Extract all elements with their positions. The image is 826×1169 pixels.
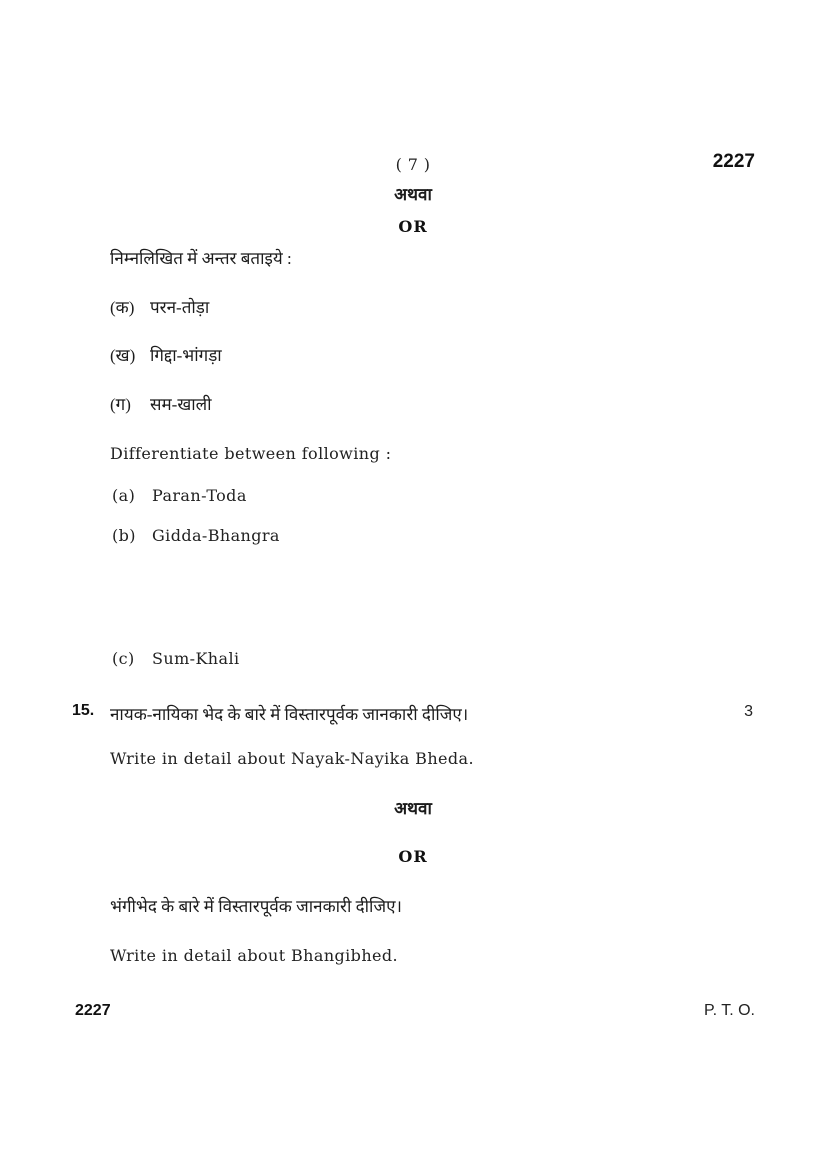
question-15-number: 15. — [72, 702, 95, 719]
question-15-alt-english: Write in detail about Bhangibhed. — [110, 946, 399, 965]
english-item-b-label: (b) — [112, 526, 136, 545]
hindi-item-kha-text: गिद्दा-भांगड़ा — [150, 346, 222, 365]
english-item-c — [112, 649, 239, 668]
paper-code-header: 2227 — [712, 151, 755, 172]
english-item-a-text: Paran-Toda — [152, 486, 247, 505]
hindi-item-ga-label: (ग) — [110, 395, 131, 414]
hindi-item-ka — [110, 295, 209, 318]
hindi-item-ga-text: सम-खाली — [150, 395, 212, 414]
question-15-alt-hindi: भंगीभेद के बारे में विस्तारपूर्वक जानकारी दीजिए। — [110, 897, 402, 916]
hindi-item-ka-label: (क) — [110, 298, 135, 317]
page-number: ( 7 ) — [395, 155, 431, 174]
hindi-item-ka-text: परन-तोड़ा — [150, 298, 210, 317]
or-label-english-1: OR — [398, 217, 428, 236]
question-15-marks: 3 — [744, 703, 753, 720]
question-15-hindi: नायक-नायिका भेद के बारे में विस्तारपूर्वक जानकारी दीजिए। — [110, 705, 469, 724]
english-instruction: Differentiate between following : — [110, 444, 392, 463]
question-15-english: Write in detail about Nayak-Nayika Bheda. — [110, 749, 474, 768]
hindi-item-ga — [110, 392, 212, 415]
english-item-a-label: (a) — [112, 486, 136, 505]
english-item-b-text: Gidda-Bhangra — [152, 526, 280, 545]
english-item-a — [112, 486, 247, 505]
hindi-item-kha-label: (ख) — [110, 346, 136, 365]
english-item-c-label: (c) — [112, 649, 135, 668]
or-label-hindi-2: अथवा — [394, 799, 432, 818]
english-item-c-text: Sum-Khali — [152, 649, 240, 668]
hindi-instruction: निम्नलिखित में अन्तर बताइये : — [110, 249, 292, 268]
question-15 — [72, 702, 468, 725]
pto-label: P. T. O. — [704, 1002, 755, 1019]
hindi-item-kha — [110, 343, 222, 366]
or-label-hindi-1: अथवा — [394, 185, 432, 204]
english-item-b — [112, 526, 280, 545]
paper-code-footer: 2227 — [75, 1002, 111, 1019]
or-label-english-2: OR — [398, 847, 428, 866]
